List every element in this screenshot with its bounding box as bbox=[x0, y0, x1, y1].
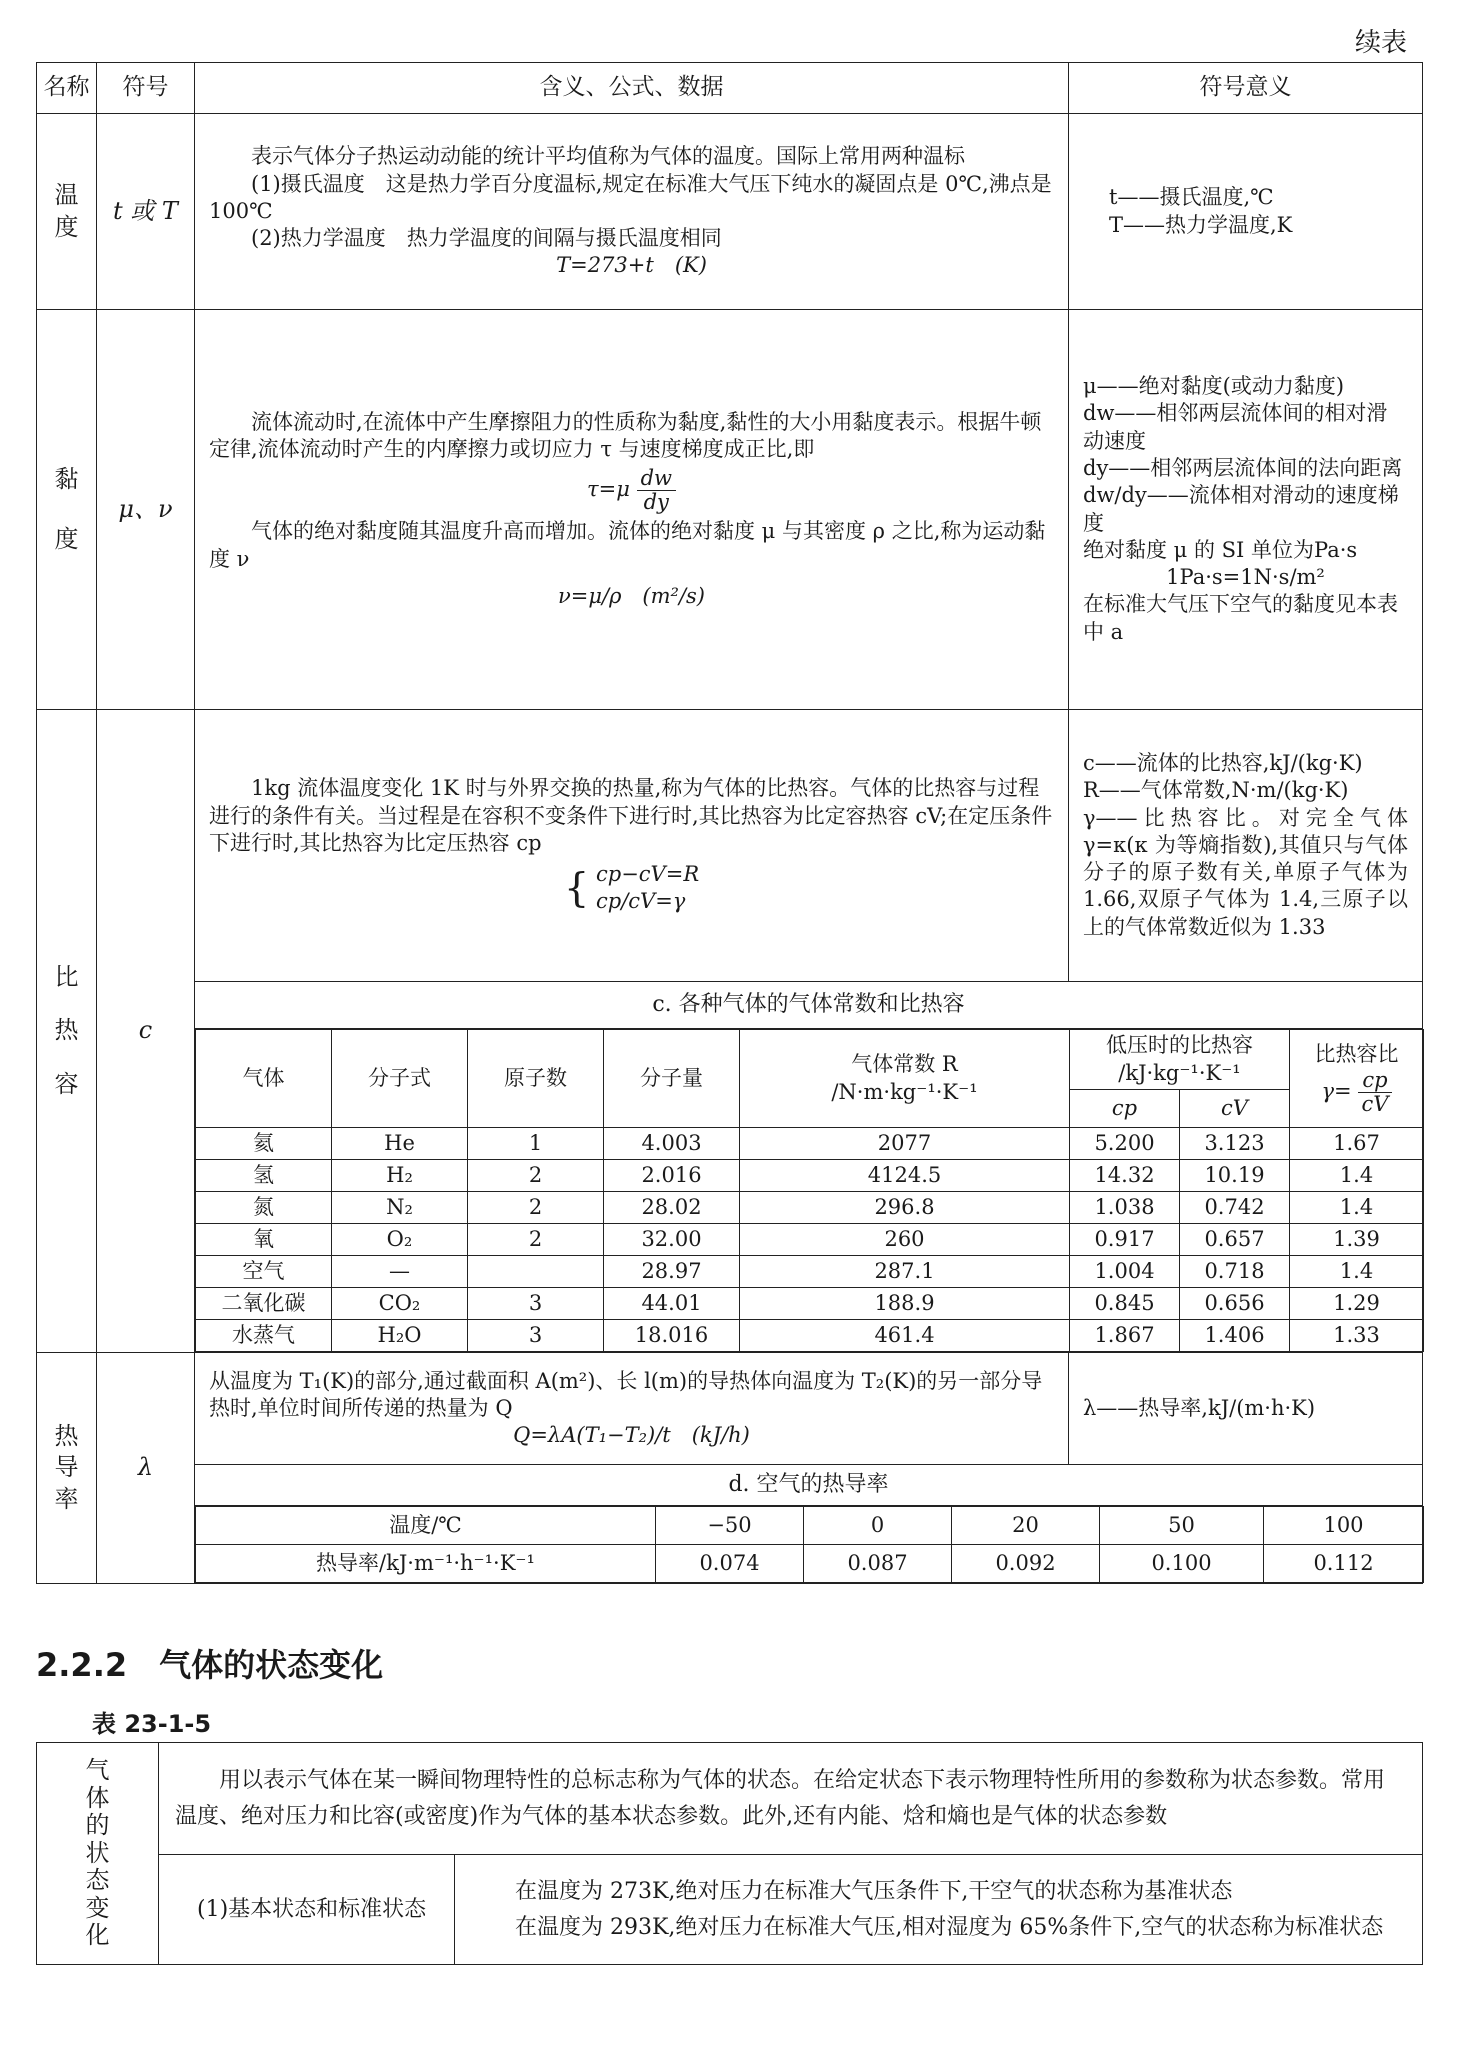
gas-cell: H₂ bbox=[332, 1160, 468, 1192]
air-conductivity-table: 温度/℃ −50 0 20 50 100 热导率/kJ·m⁻¹·h⁻¹·K⁻¹ 0.074 0.087 0.092 0.100 0.112 bbox=[195, 1506, 1424, 1583]
gas-cell: 1.4 bbox=[1290, 1192, 1424, 1224]
gas-cell: 0.742 bbox=[1180, 1192, 1290, 1224]
gas-cell: 2 bbox=[468, 1160, 604, 1192]
specific-heat-content: 1kg 流体温度变化 1K 时与外界交换的热量,称为气体的比热容。气体的比热容与过程进行的条件有关。当过程是在容积不变条件下进行时,其比热容为比定容热容 cV;在定压条件下进行时,其比热容为比定压热容 cp { cp−cV=R cp/cV=γ bbox=[195, 710, 1069, 982]
gas-cell: 1.406 bbox=[1180, 1320, 1290, 1352]
gas-cell: CO₂ bbox=[332, 1288, 468, 1320]
table-row bbox=[196, 1224, 1424, 1256]
gas-cell: 260 bbox=[740, 1224, 1070, 1256]
conductivity-meaning: λ——热导率,kJ/(m·h·K) bbox=[1069, 1353, 1423, 1465]
gas-cell: 44.01 bbox=[604, 1288, 740, 1320]
temperature-content: 表示气体分子热运动动能的统计平均值称为气体的温度。国际上常用两种温标 (1)摄氏温度 这是热力学百分度温标,规定在标准大气压下纯水的凝固点是 0℃,沸点是 100℃ (2)热力学温度 热力学温度的间隔与摄氏温度相同 T=273+t (K) bbox=[195, 114, 1069, 310]
conductivity-symbol: λ bbox=[97, 1353, 195, 1584]
gas-cell: 氧 bbox=[196, 1224, 332, 1256]
air-row-value-label: 热导率/kJ·m⁻¹·h⁻¹·K⁻¹ bbox=[196, 1545, 656, 1583]
table-row bbox=[196, 1192, 1424, 1224]
temperature-symbol: t 或 T bbox=[97, 114, 195, 310]
viscosity-meaning: μ——绝对黏度(或动力黏度) dw——相邻两层流体间的相对滑动速度 dy——相邻两层流体间的法向距离 dw/dy——流体相对滑动的速度梯度 绝对黏度 μ 的 SI 单位为Pa·s 1Pa·s=1N·s/m² 在标准大气压下空气的黏度见本表中 a bbox=[1069, 310, 1423, 710]
gas-cell: N₂ bbox=[332, 1192, 468, 1224]
gas-cell: 1.867 bbox=[1070, 1320, 1180, 1352]
gas-cell: 0.656 bbox=[1180, 1288, 1290, 1320]
row-conductivity bbox=[37, 1353, 1423, 1465]
table-row bbox=[196, 1256, 1424, 1288]
gas-col-gas: 气体 bbox=[196, 1030, 332, 1128]
gas-cell: 2077 bbox=[740, 1128, 1070, 1160]
gas-table-caption: c. 各种气体的气体常数和比热容 bbox=[195, 982, 1423, 1029]
viscosity-name: 黏 度 bbox=[37, 310, 97, 710]
gas-cell: 10.19 bbox=[1180, 1160, 1290, 1192]
gas-cell: 296.8 bbox=[740, 1192, 1070, 1224]
gas-cell bbox=[468, 1256, 604, 1288]
section-heading: 2.2.2 气体的状态变化 bbox=[36, 1646, 384, 1684]
gas-cell: 0.657 bbox=[1180, 1224, 1290, 1256]
gas-cell: 4.003 bbox=[604, 1128, 740, 1160]
conductivity-formula: Q=λA(T₁−T₂)/t (kJ/h) bbox=[513, 1423, 750, 1448]
gas-cell: 1.004 bbox=[1070, 1256, 1180, 1288]
specific-heat-meaning: c——流体的比热容,kJ/(kg·K) R——气体常数,N·m/(kg·K) γ——比热容比。对完全气体 γ=κ(κ 为等熵指数),其值只与气体分子的原子数有关,单原子气体为 1.66,双原子气体为 1.4,三原子以上的气体常数近似为 1.33 bbox=[1069, 710, 1423, 982]
state-side-label: 气 体 的 状 态 变 化 bbox=[37, 1743, 159, 1965]
gas-col-R: 气体常数 R /N·m·kg⁻¹·K⁻¹ bbox=[740, 1030, 1070, 1128]
gas-cell: 2 bbox=[468, 1192, 604, 1224]
gas-cell: O₂ bbox=[332, 1224, 468, 1256]
gas-cell: — bbox=[332, 1256, 468, 1288]
gas-cell: 3 bbox=[468, 1288, 604, 1320]
properties-table bbox=[36, 62, 1423, 1584]
gas-cell: 28.02 bbox=[604, 1192, 740, 1224]
conductivity-content: 从温度为 T₁(K)的部分,通过截面积 A(m²)、长 l(m)的导热体向温度为 T₂(K)的另一部分导热时,单位时间所传递的热量为 Q Q=λA(T₁−T₂)/t (kJ/h) bbox=[195, 1353, 1069, 1465]
gas-table-caption-row bbox=[37, 982, 1423, 1029]
viscosity-symbol: μ、ν bbox=[97, 310, 195, 710]
col-name: 名称 bbox=[37, 63, 97, 114]
conductivity-name: 热 导 率 bbox=[37, 1353, 97, 1584]
viscosity-formula-1: τ=μ $\frac{dw}{dy}$ bbox=[209, 467, 1054, 514]
gas-cell: 氢 bbox=[196, 1160, 332, 1192]
gas-table bbox=[195, 1029, 1424, 1352]
continued-label: 续表 bbox=[1354, 28, 1407, 58]
gas-cell: 空气 bbox=[196, 1256, 332, 1288]
gas-col-atoms: 原子数 bbox=[468, 1030, 604, 1128]
gas-cell: 2 bbox=[468, 1224, 604, 1256]
state-table bbox=[36, 1742, 1423, 1965]
gas-cell: 1.038 bbox=[1070, 1192, 1180, 1224]
gas-col-ratio: 比热容比 γ= $\frac{cp}{cV}$ bbox=[1290, 1030, 1424, 1128]
gas-cell: 0.917 bbox=[1070, 1224, 1180, 1256]
gas-cell: 287.1 bbox=[740, 1256, 1070, 1288]
gas-cell: 18.016 bbox=[604, 1320, 740, 1352]
gas-cell: 32.00 bbox=[604, 1224, 740, 1256]
air-table-row bbox=[37, 1506, 1423, 1584]
header-row bbox=[37, 63, 1423, 114]
gas-col-cp: cp bbox=[1070, 1090, 1180, 1128]
gas-cell: 461.4 bbox=[740, 1320, 1070, 1352]
gas-cell: 1.33 bbox=[1290, 1320, 1424, 1352]
state-sub-label: (1)基本状态和标准状态 bbox=[159, 1855, 455, 1965]
table-row bbox=[196, 1160, 1424, 1192]
air-table-caption-row bbox=[37, 1465, 1423, 1506]
state-sub-content: 在温度为 273K,绝对压力在标准大气压条件下,干空气的状态称为基准状态 在温度为 293K,绝对压力在标准大气压,相对湿度为 65%条件下,空气的状态称为标准状态 bbox=[455, 1855, 1423, 1965]
temperature-meaning: t——摄氏温度,℃ T——热力学温度,K bbox=[1069, 114, 1423, 310]
gas-table-row bbox=[37, 1029, 1423, 1353]
gas-cell: 4124.5 bbox=[740, 1160, 1070, 1192]
gas-cell: 188.9 bbox=[740, 1288, 1070, 1320]
state-intro: 用以表示气体在某一瞬间物理特性的总标志称为气体的状态。在给定状态下表示物理特性所用的参数称为状态参数。常用温度、绝对压力和比容(或密度)作为气体的基本状态参数。此外,还有内能、焓和熵也是气体的状态参数 bbox=[159, 1743, 1423, 1855]
gas-cell: 水蒸气 bbox=[196, 1320, 332, 1352]
gas-cell: 3 bbox=[468, 1320, 604, 1352]
gas-cell: 0.718 bbox=[1180, 1256, 1290, 1288]
specific-heat-equations: { cp−cV=R cp/cV=γ bbox=[563, 862, 700, 914]
gas-col-mw: 分子量 bbox=[604, 1030, 740, 1128]
gas-cell: 1.67 bbox=[1290, 1128, 1424, 1160]
col-meaning: 符号意义 bbox=[1069, 63, 1423, 114]
specific-heat-symbol: c bbox=[97, 710, 195, 1353]
gas-cell: 1.4 bbox=[1290, 1256, 1424, 1288]
gas-cell: H₂O bbox=[332, 1320, 468, 1352]
gas-rows bbox=[196, 1128, 1424, 1352]
gas-col-lowp: 低压时的比热容 /kJ·kg⁻¹·K⁻¹ bbox=[1070, 1030, 1290, 1090]
gas-cell: 3.123 bbox=[1180, 1128, 1290, 1160]
viscosity-formula-2: ν=μ/ρ (m²/s) bbox=[558, 584, 705, 609]
air-table-caption: d. 空气的热导率 bbox=[195, 1465, 1423, 1506]
gas-cell: 1.4 bbox=[1290, 1160, 1424, 1192]
table-label: 表 23-1-5 bbox=[92, 1710, 212, 1738]
gas-col-cv: cV bbox=[1180, 1090, 1290, 1128]
row-temperature bbox=[37, 114, 1423, 310]
col-content: 含义、公式、数据 bbox=[195, 63, 1069, 114]
gas-cell: 1.29 bbox=[1290, 1288, 1424, 1320]
table-row bbox=[196, 1320, 1424, 1352]
gas-cell: He bbox=[332, 1128, 468, 1160]
gas-col-formula: 分子式 bbox=[332, 1030, 468, 1128]
air-row-temp-label: 温度/℃ bbox=[196, 1507, 656, 1545]
gas-cell: 0.845 bbox=[1070, 1288, 1180, 1320]
gas-cell: 5.200 bbox=[1070, 1128, 1180, 1160]
gas-cell: 14.32 bbox=[1070, 1160, 1180, 1192]
gas-cell: 二氧化碳 bbox=[196, 1288, 332, 1320]
gas-cell: 1 bbox=[468, 1128, 604, 1160]
table-row bbox=[196, 1128, 1424, 1160]
table-row bbox=[196, 1288, 1424, 1320]
gas-cell: 2.016 bbox=[604, 1160, 740, 1192]
gas-cell: 氮 bbox=[196, 1192, 332, 1224]
specific-heat-name: 比 热 容 bbox=[37, 710, 97, 1353]
temperature-formula: T=273+t (K) bbox=[556, 253, 707, 278]
row-viscosity bbox=[37, 310, 1423, 710]
gas-cell: 28.97 bbox=[604, 1256, 740, 1288]
viscosity-content: 流体流动时,在流体中产生摩擦阻力的性质称为黏度,黏性的大小用黏度表示。根据牛顿定律,流体流动时产生的内摩擦力或切应力 τ 与速度梯度成正比,即 τ=μ $\frac{dw}{dy}$ 气体的绝对黏度随其温度升高而增加。流体的绝对黏度 μ 与其密度 ρ 之比,称为运动黏度 ν ν=μ/ρ (m²/s) bbox=[195, 310, 1069, 710]
gas-cell: 氦 bbox=[196, 1128, 332, 1160]
row-specific-heat bbox=[37, 710, 1423, 982]
temperature-name: 温 度 bbox=[37, 114, 97, 310]
col-symbol: 符号 bbox=[97, 63, 195, 114]
gas-cell: 1.39 bbox=[1290, 1224, 1424, 1256]
